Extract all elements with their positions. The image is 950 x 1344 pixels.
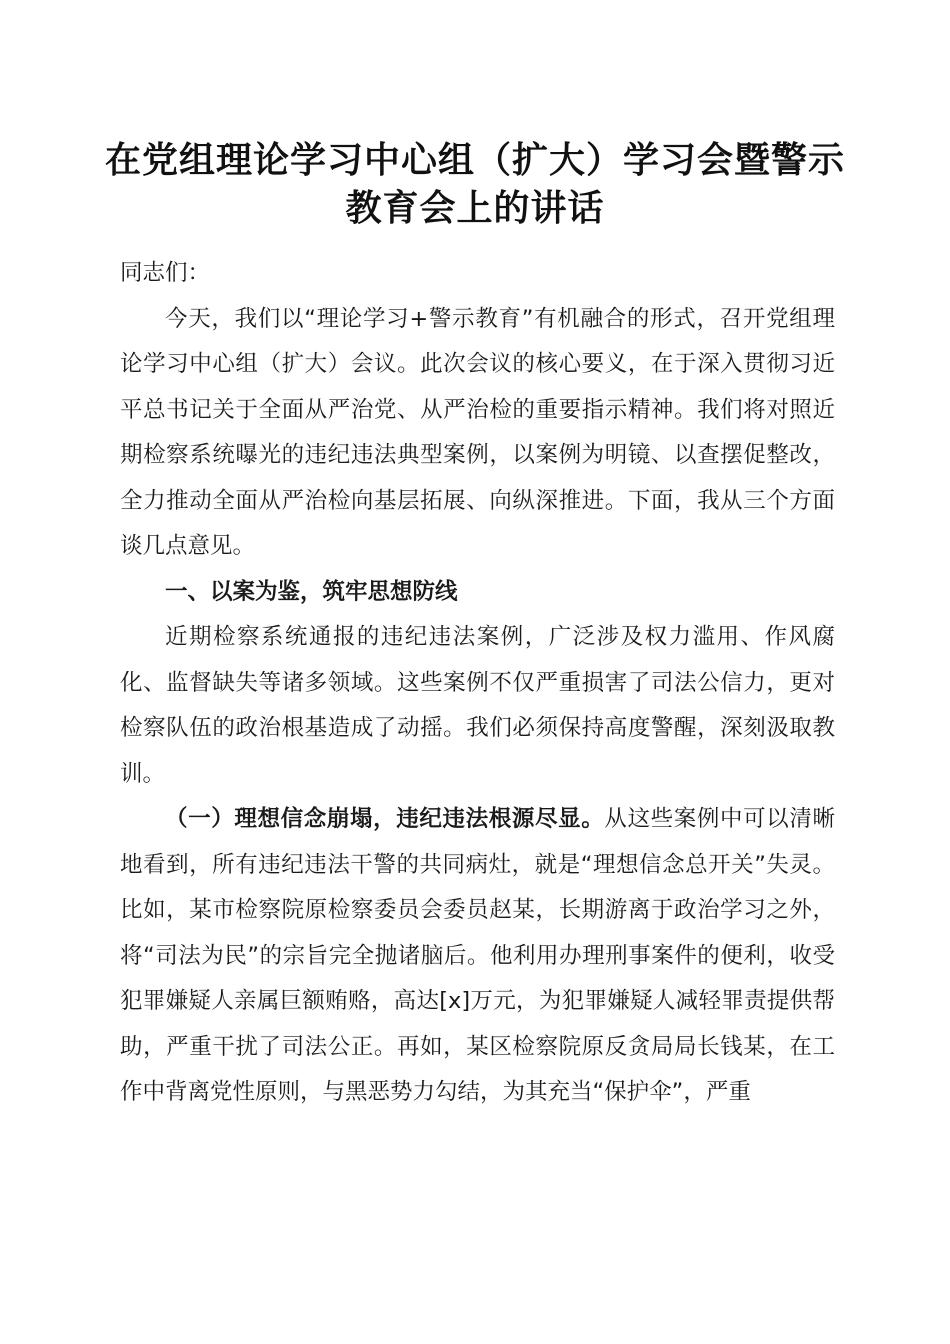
document-title-line-1: 在党组理论学习中心组（扩大）学习会暨警示: [104, 139, 845, 181]
document-body: [120, 251, 835, 1116]
document-title-line-2: 教育会上的讲话: [345, 187, 605, 229]
subsection-1-paragraph: [120, 797, 835, 1116]
subsection-1-lead: （一）理想信念崩塌，违纪违法根源尽显。: [165, 806, 605, 832]
section-1-heading: 一、以案为鉴，筑牢思想防线: [165, 578, 458, 605]
section-1-paragraph: 近期检察系统通报的违纪违法案例，广泛涉及权力滥用、作风腐化、监督缺失等诸多领域。这些案例不仅严重损害了司法公信力，更对检察队伍的政治根基造成了动摇。我们必须保持高度警醒，深刻汲取教训。: [120, 624, 835, 787]
subsection-1-body: 从这些案例中可以清晰地看到，所有违纪违法干警的共同病灶，就是“理想信念总开关”失灵。比如，某市检察院原检察委员会委员赵某，长期游离于政治学习之外，将“司法为民”的宗旨完全抛诸脑后。他利用办理刑事案件的便利，收受犯罪嫌疑人亲属巨额贿赂，高达[x]万元，为犯罪嫌疑人减轻罪责提供帮助，严重干扰了司法公正。再如，某区检察院原反贪局局长钱某，在工作中背离党性原则，与黑恶势力勾结，为其充当“保护伞”，严重: [120, 806, 835, 1105]
salutation: 同志们：: [120, 260, 211, 286]
intro-paragraph: 今天，我们以“理论学习+警示教育”有机融合的形式，召开党组理论学习中心组（扩大）会议。此次会议的核心要义，在于深入贯彻习近平总书记关于全面从严治党、从严治检的重要指示精神。我们将对照近期检察系统曝光的违纪违法典型案例，以案例为明镜、以查摆促整改，全力推动全面从严治检向基层拓展、向纵深推进。下面，我从三个方面谈几点意见。: [120, 305, 835, 559]
